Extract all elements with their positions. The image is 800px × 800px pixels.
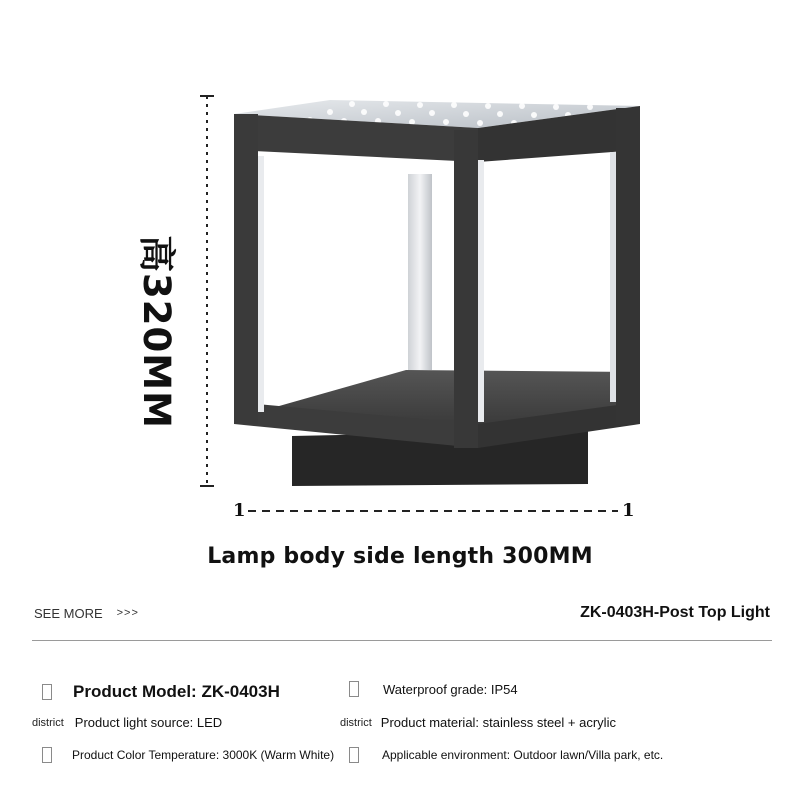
svg-text:1: 1 <box>233 500 246 521</box>
right-post <box>616 108 640 424</box>
height-dimension-line <box>200 96 214 486</box>
spec-light-source-text: Product light source: LED <box>74 715 223 730</box>
spec-light-source-tag: district <box>32 716 64 729</box>
see-more-label: SEE MORE <box>34 606 103 621</box>
spec-color-temperature-text: Product Color Temperature: 3000K (Warm White) <box>72 748 335 762</box>
side-length-caption: Lamp body side length 300MM <box>207 544 593 569</box>
height-label-text: 高320MM <box>135 235 178 429</box>
spec-material-text: Product material: stainless steel + acrylic <box>380 715 616 730</box>
front-post <box>454 130 478 448</box>
back-post <box>408 174 432 370</box>
right-post-light <box>610 152 616 402</box>
see-more-arrows: >>> <box>116 607 139 619</box>
spec-waterproof-text: Waterproof grade: IP54 <box>383 681 518 697</box>
broken-glyph-icon <box>349 681 359 697</box>
height-label <box>132 232 188 432</box>
broken-glyph-icon <box>349 747 359 763</box>
broken-glyph-icon <box>42 684 52 700</box>
spec-waterproof <box>349 681 518 697</box>
front-post-light <box>478 160 484 422</box>
product-title: ZK-0403H-Post Top Light <box>580 604 770 621</box>
broken-glyph-icon <box>42 747 52 763</box>
width-dimension-line <box>233 500 635 521</box>
spec-material <box>340 715 616 730</box>
left-post-light <box>258 156 264 412</box>
spec-environment <box>349 747 663 763</box>
see-more-link[interactable] <box>34 606 139 621</box>
divider <box>32 640 772 641</box>
spec-material-tag: district <box>340 716 372 729</box>
spec-light-source <box>32 715 222 730</box>
spec-color-temperature <box>42 747 334 763</box>
spec-model-text: Product Model: ZK-0403H <box>73 682 280 701</box>
spec-environment-text: Applicable environment: Outdoor lawn/Villa park, etc. <box>382 748 664 762</box>
left-post <box>234 114 258 424</box>
spec-model <box>42 682 280 702</box>
svg-text:1: 1 <box>622 500 635 521</box>
